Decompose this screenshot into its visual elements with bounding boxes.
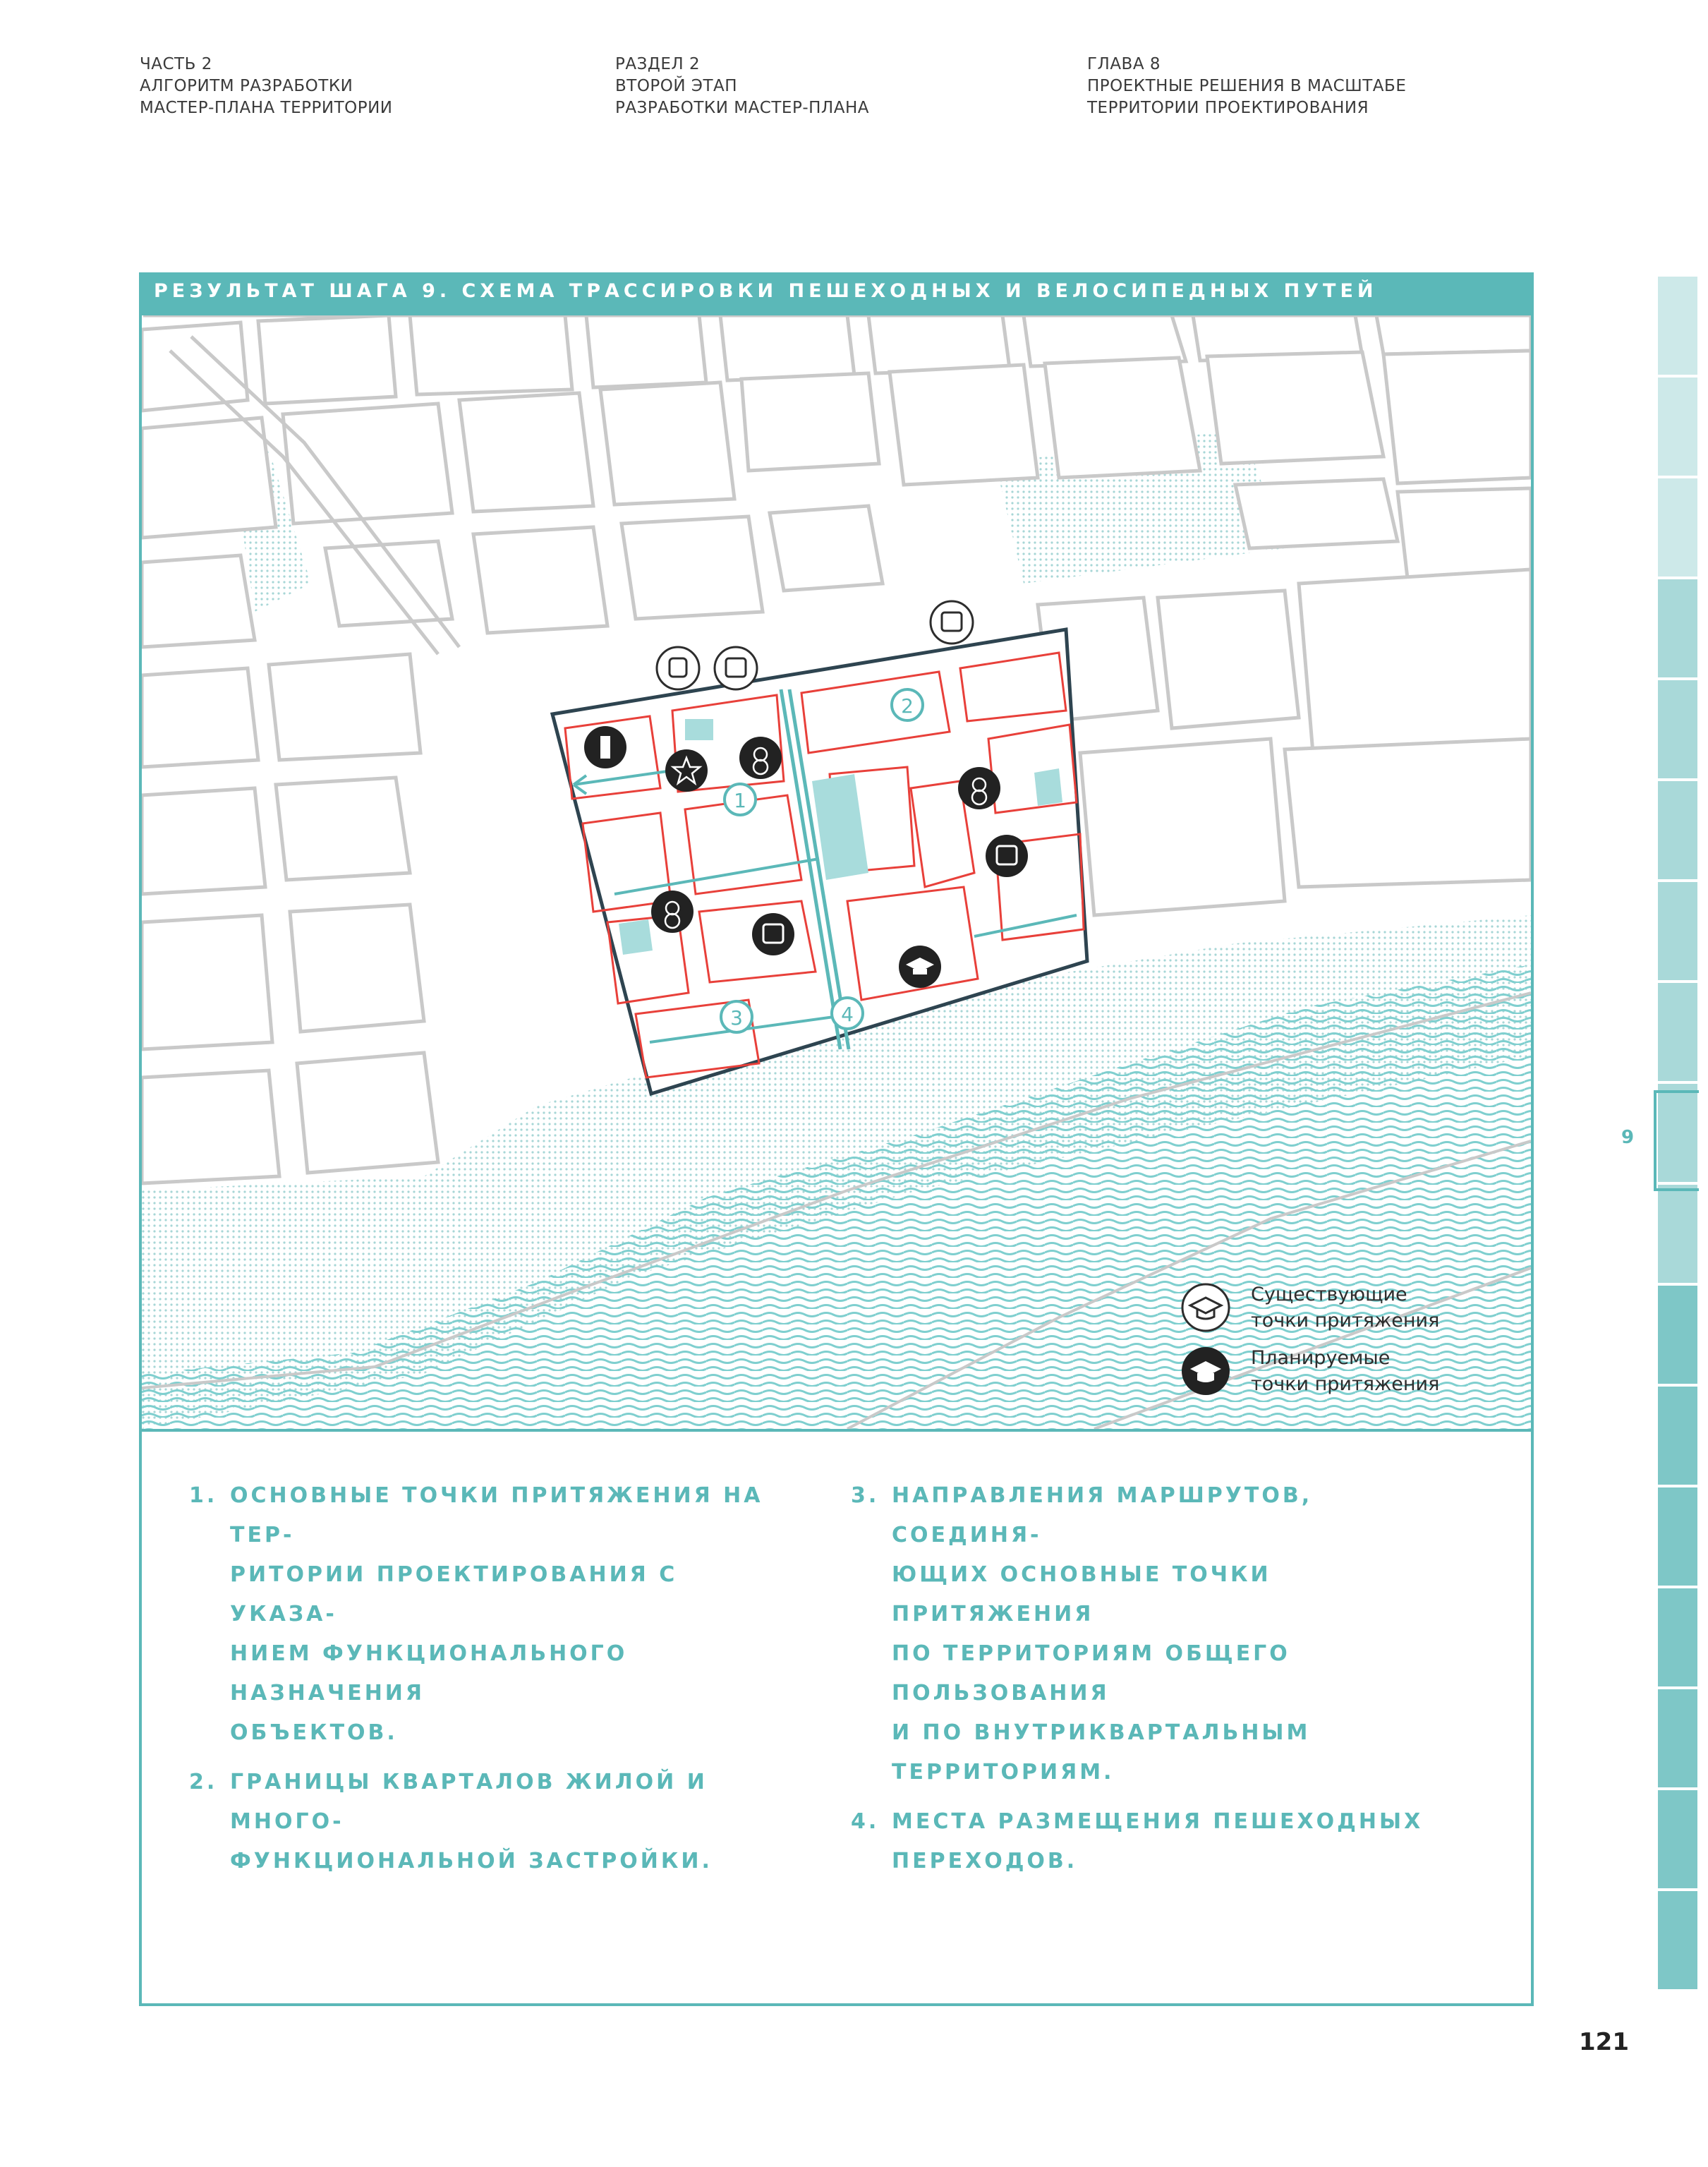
legend-existing-label-1: Существующие bbox=[1251, 1284, 1407, 1305]
bus-icon bbox=[986, 835, 1028, 877]
chapter-tab[interactable] bbox=[1658, 1387, 1697, 1485]
note-number: 1. bbox=[189, 1483, 218, 1508]
note-line: НИЕМ ФУНКЦИОНАЛЬНОГО НАЗНАЧЕНИЯ bbox=[230, 1641, 628, 1706]
note-item bbox=[851, 1802, 1456, 1881]
note-line: ЮЩИХ ОСНОВНЫЕ ТОЧКИ ПРИТЯЖЕНИЯ bbox=[892, 1562, 1271, 1626]
note-line: ПЕРЕХОДОВ. bbox=[892, 1849, 1078, 1873]
header-part-line: МАСТЕР-ПЛАНА ТЕРРИТОРИИ bbox=[140, 99, 393, 117]
bus-icon bbox=[715, 647, 757, 689]
map-svg bbox=[142, 315, 1531, 1429]
header-section-line: РАЗДЕЛ 2 bbox=[615, 55, 701, 73]
chapter-tab[interactable] bbox=[1658, 983, 1697, 1081]
header-section-line: РАЗРАБОТКИ МАСТЕР-ПЛАНА bbox=[615, 99, 869, 117]
note-number: 2. bbox=[189, 1770, 218, 1794]
page-number: 121 bbox=[1579, 2028, 1629, 2056]
active-tab-frame bbox=[1654, 1090, 1699, 1191]
metro-icon bbox=[657, 647, 699, 689]
chapter-tab[interactable] bbox=[1658, 1286, 1697, 1384]
note-line: ГРАНИЦЫ КВАРТАЛОВ ЖИЛОЙ И МНОГО- bbox=[230, 1770, 708, 1834]
legend-existing-label-2: точки притяжения bbox=[1251, 1310, 1440, 1332]
note-line: МЕСТА РАЗМЕЩЕНИЯ ПЕШЕХОДНЫХ bbox=[892, 1809, 1424, 1834]
chapter-tab[interactable] bbox=[1658, 1790, 1697, 1888]
note-line: РИТОРИИ ПРОЕКТИРОВАНИЯ С УКАЗА- bbox=[230, 1562, 678, 1626]
marker-3-label: 3 bbox=[730, 1006, 743, 1030]
graduation-cap-outline-icon bbox=[1180, 1282, 1231, 1333]
note-line: ПО ТЕРРИТОРИЯМ ОБЩЕГО ПОЛЬЗОВАНИЯ bbox=[892, 1641, 1290, 1706]
chapter-tab[interactable] bbox=[1658, 579, 1697, 677]
header-chapter-line: ГЛАВА 8 bbox=[1087, 55, 1161, 73]
header-chapter-line: ТЕРРИТОРИИ ПРОЕКТИРОВАНИЯ bbox=[1087, 99, 1369, 117]
header-part-line: ЧАСТЬ 2 bbox=[140, 55, 212, 73]
header-part bbox=[140, 54, 393, 119]
chapter-tab[interactable] bbox=[1658, 277, 1697, 375]
graduation-cap-icon bbox=[899, 946, 941, 988]
site-map bbox=[142, 315, 1531, 1429]
note-item bbox=[851, 1476, 1456, 1792]
teddy-bear-icon bbox=[651, 891, 694, 933]
note-line: ОБЪЕКТОВ. bbox=[230, 1720, 398, 1745]
note-number: 4. bbox=[851, 1809, 880, 1834]
header-chapter bbox=[1087, 54, 1406, 119]
legend-existing bbox=[1180, 1276, 1439, 1339]
chapter-tab[interactable] bbox=[1658, 781, 1697, 879]
chapter-tab[interactable] bbox=[1658, 882, 1697, 980]
figure-divider bbox=[139, 1429, 1534, 1432]
chapter-tab[interactable] bbox=[1658, 478, 1697, 577]
marker-1-label: 1 bbox=[734, 789, 746, 812]
teddy-bear-icon bbox=[958, 767, 1000, 809]
star-icon bbox=[665, 749, 708, 792]
header-section-line: ВТОРОЙ ЭТАП bbox=[615, 77, 738, 95]
note-item bbox=[189, 1763, 794, 1881]
tower-icon bbox=[584, 726, 626, 768]
legend-planned bbox=[1180, 1339, 1439, 1403]
map-legend bbox=[1180, 1276, 1439, 1403]
chapter-tab[interactable] bbox=[1658, 1891, 1697, 1989]
bus-icon bbox=[931, 601, 973, 644]
figure-title: РЕЗУЛЬТАТ ШАГА 9. СХЕМА ТРАССИРОВКИ ПЕШЕХОДНЫХ И ВЕЛОСИПЕДНЫХ ПУТЕЙ bbox=[154, 280, 1378, 302]
legend-planned-label-2: точки притяжения bbox=[1251, 1373, 1440, 1395]
chapter-tab[interactable] bbox=[1658, 1689, 1697, 1787]
header-part-line: АЛГОРИТМ РАЗРАБОТКИ bbox=[140, 77, 353, 95]
teddy-bear-icon bbox=[739, 737, 782, 779]
note-number: 3. bbox=[851, 1483, 880, 1508]
chapter-tab[interactable] bbox=[1658, 680, 1697, 778]
note-line: НАПРАВЛЕНИЯ МАРШРУТОВ, СОЕДИНЯ- bbox=[892, 1483, 1313, 1547]
marker-4-label: 4 bbox=[841, 1003, 854, 1026]
note-line: ОСНОВНЫЕ ТОЧКИ ПРИТЯЖЕНИЯ НА ТЕР- bbox=[230, 1483, 763, 1547]
note-item bbox=[189, 1476, 794, 1753]
header-section bbox=[615, 54, 869, 119]
marker-2-label: 2 bbox=[901, 694, 914, 718]
chapter-tab[interactable] bbox=[1658, 1487, 1697, 1586]
bus-icon bbox=[752, 913, 794, 955]
header-chapter-line: ПРОЕКТНЫЕ РЕШЕНИЯ В МАСШТАБЕ bbox=[1087, 77, 1407, 95]
legend-planned-label-1: Планируемые bbox=[1251, 1347, 1391, 1369]
notes-left-column bbox=[189, 1476, 794, 1891]
active-tab-label: 9 bbox=[1621, 1127, 1635, 1148]
chapter-tab[interactable] bbox=[1658, 1185, 1697, 1283]
graduation-cap-filled-icon bbox=[1180, 1346, 1231, 1396]
chapter-tab[interactable] bbox=[1658, 378, 1697, 476]
note-line: ФУНКЦИОНАЛЬНОЙ ЗАСТРОЙКИ. bbox=[230, 1849, 713, 1873]
chapter-tab[interactable] bbox=[1658, 1588, 1697, 1686]
notes-right-column bbox=[851, 1476, 1456, 1891]
note-line: И ПО ВНУТРИКВАРТАЛЬНЫМ ТЕРРИТОРИЯМ. bbox=[892, 1720, 1311, 1785]
